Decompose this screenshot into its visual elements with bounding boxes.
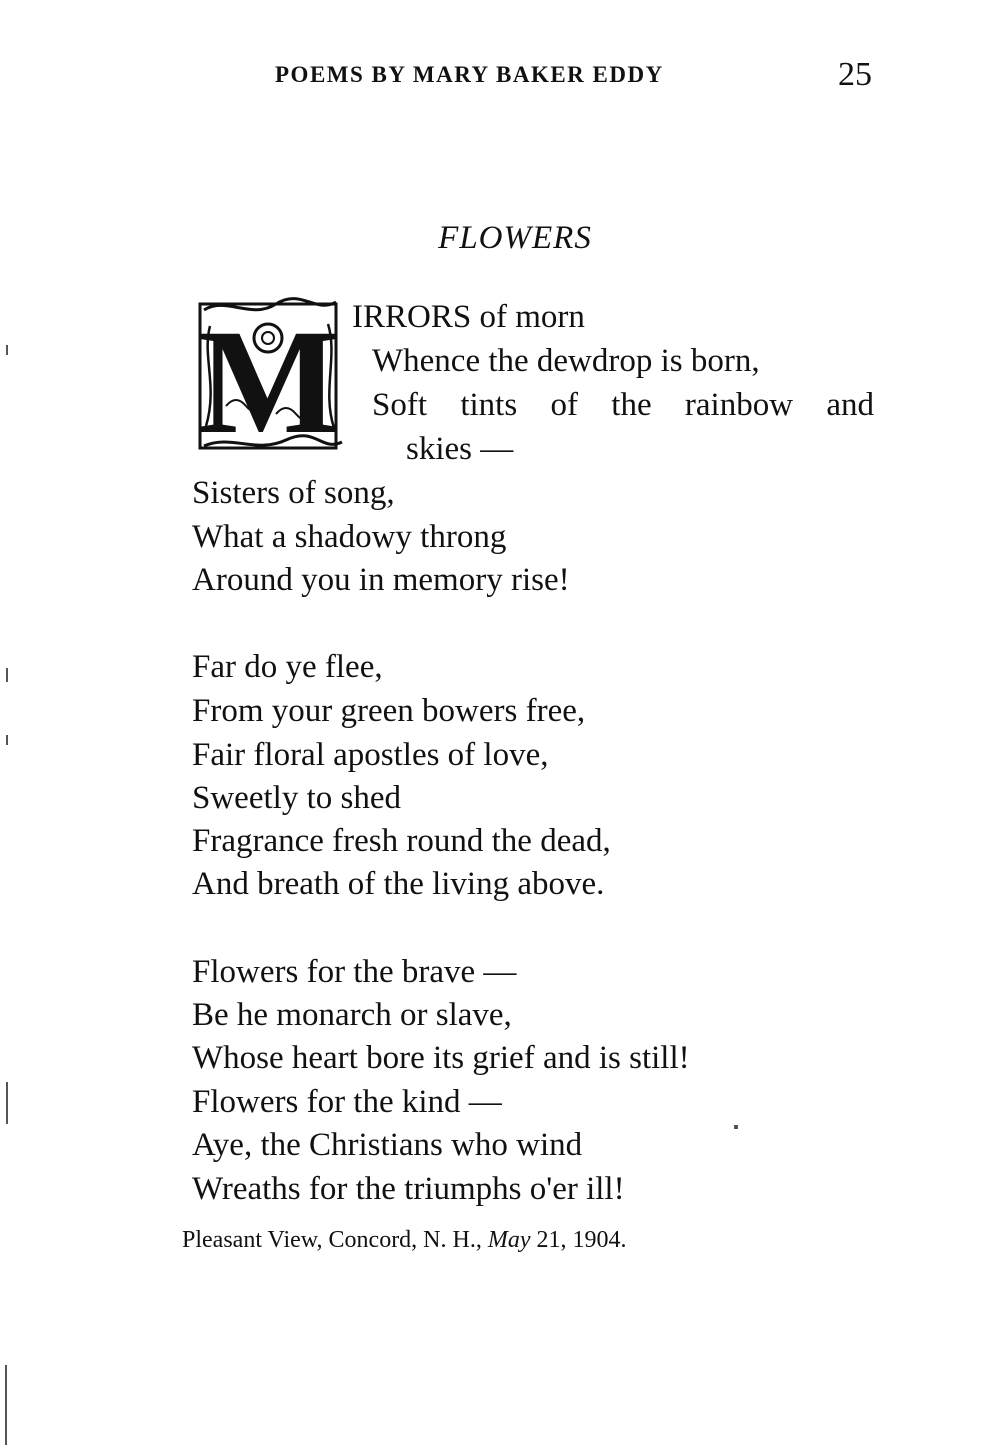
scan-speck — [6, 668, 8, 682]
stanza1-line6: What a shadowy throng — [192, 519, 507, 555]
dateline-place: Pleasant View, Concord, N. H., — [182, 1227, 482, 1253]
stanza3-line6: Wreaths for the triumphs o'er ill! — [192, 1171, 625, 1207]
scan-speck — [5, 1365, 7, 1445]
stanza2-line4: Sweetly to shed — [192, 780, 401, 816]
poem-title: FLOWERS — [438, 220, 592, 256]
stanza3-line5: Aye, the Christians who wind — [192, 1127, 583, 1163]
stanza1-line7: Around you in memory rise! — [192, 562, 570, 598]
page-number: 25 — [838, 56, 872, 93]
stanza2-line2: From your green bowers free, — [192, 693, 586, 729]
stanza1-line4: skies — — [406, 431, 514, 467]
stanza2-line5: Fragrance fresh round the dead, — [192, 823, 611, 859]
stanza1-line1: IRRORS of morn — [352, 299, 585, 335]
scan-speck — [734, 1125, 738, 1129]
dateline-month: May — [487, 1227, 531, 1253]
stanza1-line3: Soft tints of the rainbow and — [372, 387, 874, 423]
drop-cap-ornament — [196, 296, 346, 454]
scan-speck — [6, 735, 8, 745]
drop-cap-letter: M — [198, 299, 340, 454]
stanza2-line6: And breath of the living above. — [192, 866, 605, 902]
dateline-day-year: 21, 1904. — [536, 1227, 627, 1253]
stanza3-line2: Be he monarch or slave, — [192, 997, 512, 1033]
stanza2-line1: Far do ye flee, — [192, 649, 383, 685]
running-head: POEMS BY MARY BAKER EDDY — [275, 62, 664, 87]
stanza3-line1: Flowers for the brave — — [192, 954, 517, 990]
dateline — [182, 1227, 627, 1254]
stanza2-line3: Fair floral apostles of love, — [192, 737, 549, 773]
scan-speck — [6, 345, 8, 355]
scan-speck — [6, 1082, 8, 1124]
stanza1-line2: Whence the dewdrop is born, — [372, 343, 760, 379]
stanza3-line3: Whose heart bore its grief and is still! — [192, 1040, 690, 1076]
stanza1-line5: Sisters of song, — [192, 475, 395, 511]
stanza3-line4: Flowers for the kind — — [192, 1084, 502, 1120]
